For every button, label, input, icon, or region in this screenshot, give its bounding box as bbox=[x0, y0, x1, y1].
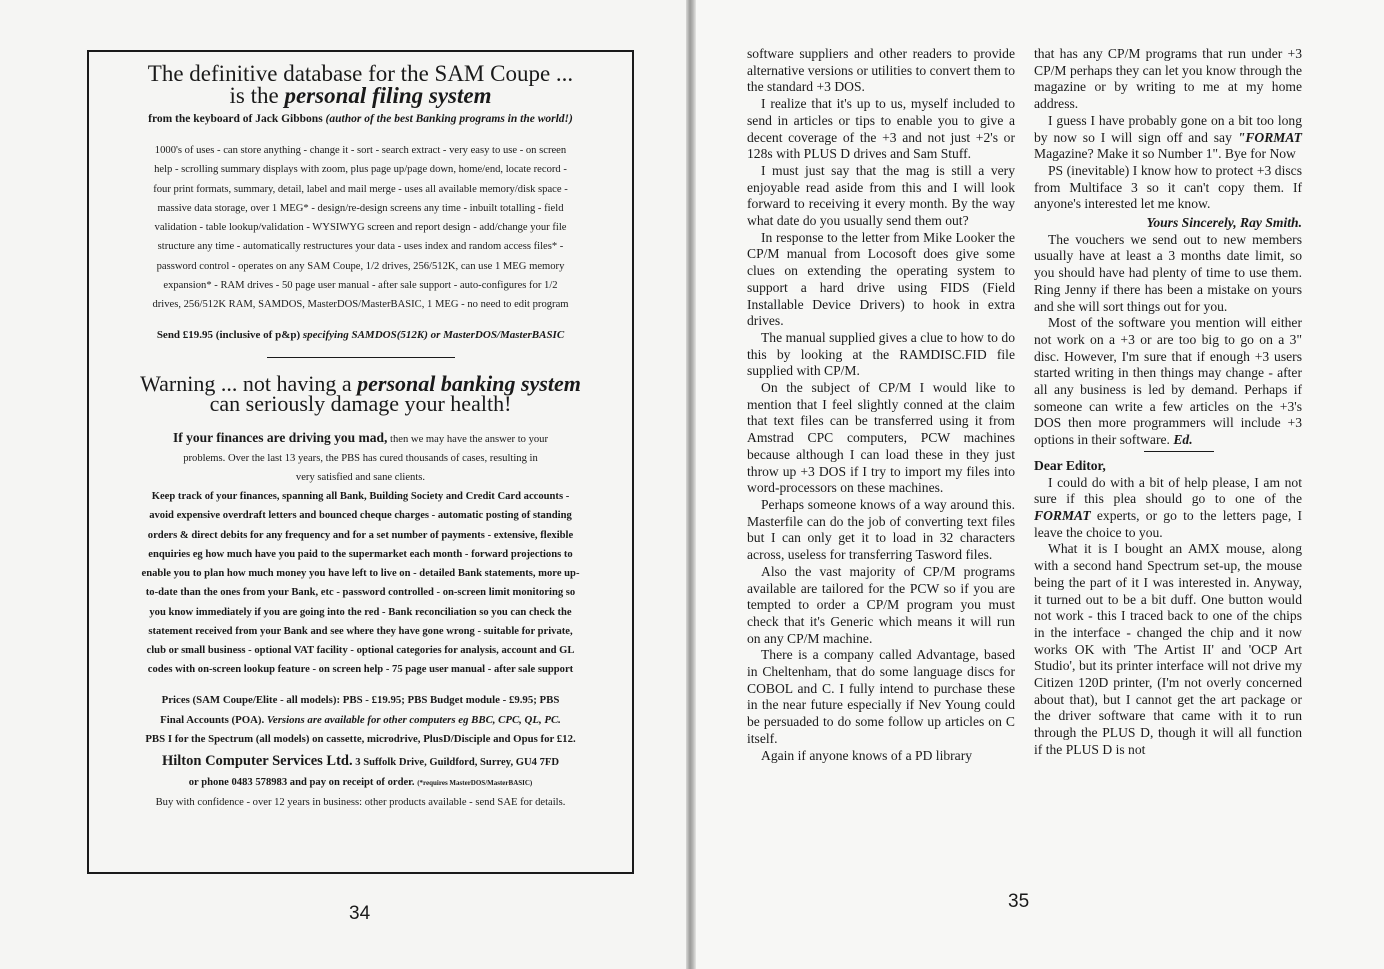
pfs-send bbox=[101, 329, 620, 341]
pbs-body-line: statement received from your Bank and see where they have gone wrong - suitable for private, bbox=[148, 625, 573, 637]
pbs-body-line: orders & direct debits for any frequency and for a set number of payments - extensive, flexible bbox=[147, 529, 574, 541]
pfs-feature-line: drives, 256/512K RAM, SAMDOS, MasterDOS/MasterBASIC, 1 MEG - no need to edit program bbox=[152, 299, 569, 311]
pfs-feature-line: 1000's of uses - can store anything - change it - sort - search extract - very easy to use - on screen bbox=[154, 145, 567, 156]
format-em: FORMAT bbox=[1034, 507, 1091, 523]
footnote: (*requires MasterDOS/MasterBASIC) bbox=[417, 778, 533, 787]
pfs-byline bbox=[101, 113, 620, 125]
pbs-body-line: to-date than the ones from your Bank, etc - password controlled - on-screen limit monitoring so bbox=[145, 587, 576, 599]
pbs-body-line: you know immediately if you are going into the red - Bank reconciliation so you can check the bbox=[149, 606, 572, 618]
pfs-send-pre: Send £19.95 (inclusive of p&p) bbox=[156, 328, 303, 341]
paragraph bbox=[1034, 113, 1302, 163]
pbs-body-line: club or small business - optional VAT facility - optional categories for analysis, account and GL bbox=[146, 644, 575, 656]
page-number: 35 bbox=[1008, 891, 1030, 912]
pbs-warning bbox=[101, 370, 620, 416]
company-phone: or phone 0483 578983 and pay on receipt of order. bbox=[188, 776, 415, 788]
pfs-headline bbox=[101, 63, 620, 107]
company-name: Hilton Computer Services Ltd. bbox=[161, 752, 353, 769]
page-number: 34 bbox=[349, 903, 371, 924]
paragraph: On the subject of CP/M I would like to mention that I feel slightly conned at the claim that text files can be transferred using it from Amstrad CPC computers, PCW machines because although I can load these in they just throw up +3 DOS if I try to import my files into word-processors on these machines. bbox=[747, 380, 1015, 496]
paragraph: I realize that it's up to us, myself included to send in articles or tips to enable you to give a decent coverage of the +3 and not just +2's or 128s with PLUS D drives and Sam Stuff. bbox=[747, 96, 1015, 162]
paragraph: There is a company called Advantage, based in Cheltenham, that do some language discs for COBOL and C. I fully intend to purchase these in the near future especially if Nev Young could be persuaded to do some follow up articles on C itself. bbox=[747, 647, 1015, 746]
editor-mark: Ed. bbox=[1173, 432, 1193, 448]
divider bbox=[1144, 451, 1214, 452]
pbs-prices-line: PBS I for the Spectrum (all models) on cassette, microdrive, PlusD/Disciple and Opus for £12. bbox=[145, 733, 576, 746]
pfs-feature-line: help - scrolling summary displays with zoom, plus page up/page down, home/end, locate record - bbox=[154, 164, 567, 176]
pfs-send-em: specifying SAMDOS(512K) or MasterDOS/MasterBASIC bbox=[302, 328, 565, 341]
pbs-warning-pre: Warning ... not having a bbox=[140, 370, 358, 396]
paragraph: I must just say that the mag is still a very enjoyable read aside from this and I will look forward to receiving it every month. By the way what date do you usually send them out? bbox=[747, 162, 1015, 229]
pbs-body-line: enable you to plan how much money you have left to live on - detailed Bank statements, more up- bbox=[141, 568, 580, 580]
pfs-byline-em: (author of the best Banking programs in the world!) bbox=[325, 113, 573, 125]
pbs-lead bbox=[101, 428, 620, 488]
pbs-warning-em: personal banking system bbox=[357, 370, 581, 396]
pbs-lead-bold: If your finances are driving you mad, bbox=[172, 429, 388, 445]
text-run: Most of the software you mention will either not work on a +3 or are too big to go on a 3" disc. However, I'm sure that if enough +3 users started writing in then things may change - after all any business is led by demand. Perhaps if someone can write a few articles on the +3's DOS then more programmers will include +3 options in their software. bbox=[1034, 315, 1302, 448]
pfs-features bbox=[101, 141, 620, 315]
text-run: I could do with a bit of help please, I am not sure if this plea should go to one of the bbox=[1034, 474, 1302, 507]
paragraph: In response to the letter from Mike Looker the CP/M manual from Locosoft does give some clues on extending the operating system to support a hard drive using FIDS (Field Installable Device Drivers) to hook in extra drives. bbox=[747, 229, 1015, 329]
letter-heading: Dear Editor, bbox=[1034, 457, 1106, 473]
paragraph bbox=[1034, 315, 1302, 449]
company-address: 3 Suffolk Drive, Guildford, Surrey, GU4 7FD bbox=[352, 756, 560, 768]
pfs-feature-line: four print formats, summary, detail, label and mail merge - uses all available memory/disk space - bbox=[153, 183, 568, 195]
column-1 bbox=[747, 46, 1015, 764]
pbs-body-line: codes with on-screen lookup feature - on screen help - 75 page user manual - after sale support bbox=[147, 664, 574, 676]
pfs-feature-line: validation - table lookup/validation - WYSIWYG screen and report design - add/change your file bbox=[154, 222, 567, 234]
pbs-prices bbox=[101, 691, 620, 750]
pbs-body-line: enquiries eg how much have you paid to the supermarket each month - forward projections to bbox=[148, 548, 573, 560]
text-run: experts, or go to the letters page, I leave the choice to you. bbox=[1034, 507, 1302, 540]
pbs-prices-line: Prices (SAM Coupe/Elite - all models): PBS - £19.95; PBS Budget module - £9.95; PBS bbox=[161, 694, 560, 707]
column-2 bbox=[1034, 46, 1302, 759]
pbs-prices-em: Versions are available for other computers eg BBC, CPC, QL, PC. bbox=[266, 713, 561, 726]
paragraph: Perhaps someone knows of a way around this. Masterfile can do the job of converting text files but I can only get it to load in 32 characters across, useless for transferring Tasword files. bbox=[747, 496, 1015, 563]
pbs-body bbox=[101, 487, 620, 679]
pfs-headline-line2 bbox=[101, 85, 620, 107]
pfs-feature-line: expansion* - RAM drives - 50 page user manual - after sale support - auto-configures for 1/2 bbox=[163, 280, 558, 292]
paragraph: Again if anyone knows of a PD library bbox=[761, 747, 973, 763]
paragraph: The vouchers we send out to new members usually have at least a 3 months date limit, so you should have had plenty of time to use them. Ring Jenny if there has been a mistake on yours and she will sort things out for you. bbox=[1034, 231, 1302, 314]
right-page bbox=[696, 0, 1384, 969]
pbs-warning-line2: can seriously damage your health! bbox=[209, 390, 512, 416]
pbs-body-line: Keep track of your finances, spanning all Bank, Building Society and Credit Card accounts - bbox=[151, 491, 570, 503]
paragraph: What it is I bought an AMX mouse, along with a second hand Spectrum set-up, the mouse being the part of it I was interested in. Anyway, it turned out to be a bit duff. One button would not work - this I traced back to one of the chips in the interface - changed the chip and it now works OK with 'The Artist II' and 'OCP Art Studio', but its printer interface will not drive my Citizen 120D printer, (I'm not overly concerned about that), but I cannot get the art package or the driver software that came with it to run through the PLUS D, though it will all function if the PLUS D is not bbox=[1034, 541, 1302, 757]
pfs-headline-line1: The definitive database for the SAM Coupe ... bbox=[147, 61, 574, 86]
confidence-line: Buy with confidence - over 12 years in business: other products available - send SAE for details. bbox=[155, 796, 566, 808]
text-run: Magazine? Make it so Number 1". Bye for Now bbox=[1034, 146, 1296, 162]
left-page bbox=[0, 0, 690, 969]
pbs-lead-rest: then we may have the answer to your bbox=[387, 433, 549, 445]
pbs-prices-line bbox=[101, 711, 620, 731]
pfs-feature-line: structure any time - automatically restructures your data - uses index and random access files* - bbox=[157, 241, 564, 253]
paragraph bbox=[1034, 475, 1302, 542]
advert-box bbox=[87, 50, 634, 874]
pbs-lead-line: very satisfied and sane clients. bbox=[295, 472, 426, 484]
pbs-body-line: avoid expensive overdraft letters and bounced cheque charges - automatic posting of standing bbox=[149, 510, 572, 522]
pfs-headline-pre: is the bbox=[229, 83, 285, 108]
divider bbox=[267, 357, 455, 358]
letter-signature: Yours Sincerely, Ray Smith. bbox=[1146, 215, 1302, 231]
pbs-contact bbox=[101, 750, 620, 813]
pfs-headline-em: personal filing system bbox=[284, 83, 492, 108]
paragraph: software suppliers and other readers to provide alternative versions or utilities to convert them to the standard +3 DOS. bbox=[747, 46, 1015, 95]
paragraph: that has any CP/M programs that run under +3 CP/M perhaps they can let you know through the magazine or by writing to me at my home address. bbox=[1034, 46, 1302, 112]
pbs-lead-line: problems. Over the last 13 years, the PBS has cured thousands of cases, resulting in bbox=[183, 452, 538, 464]
book-spine bbox=[686, 0, 696, 969]
pfs-feature-line: massive data storage, over 1 MEG* - design/re-design screens any time - inbuilt totalling - field bbox=[157, 202, 564, 214]
paragraph: Also the vast majority of CP/M programs available are tailored for the PCW so if you are tempted to order a CP/M program you must check that it's Generic which means it will run on any CP/M machine. bbox=[747, 563, 1015, 646]
text-run: I guess I have probably gone on a bit too long by now so I will sign off and say bbox=[1034, 112, 1302, 145]
pbs-prices-pre: Final Accounts (POA). bbox=[160, 713, 267, 726]
paragraph: PS (inevitable) I know how to protect +3 discs from Multiface 3 so it can't copy them. If anyone's interested let me know. bbox=[1034, 162, 1302, 212]
paragraph: The manual supplied gives a clue to how to do this by looking at the RAMDISC.FID file supplied with CP/M. bbox=[747, 329, 1015, 379]
pfs-byline-pre: from the keyboard of Jack Gibbons bbox=[148, 113, 326, 125]
pfs-feature-line: password control - operates on any SAM Coupe, 1/2 drives, 256/512K, can use 1 MEG memory bbox=[156, 260, 565, 272]
format-em: "FORMAT bbox=[1237, 129, 1302, 145]
